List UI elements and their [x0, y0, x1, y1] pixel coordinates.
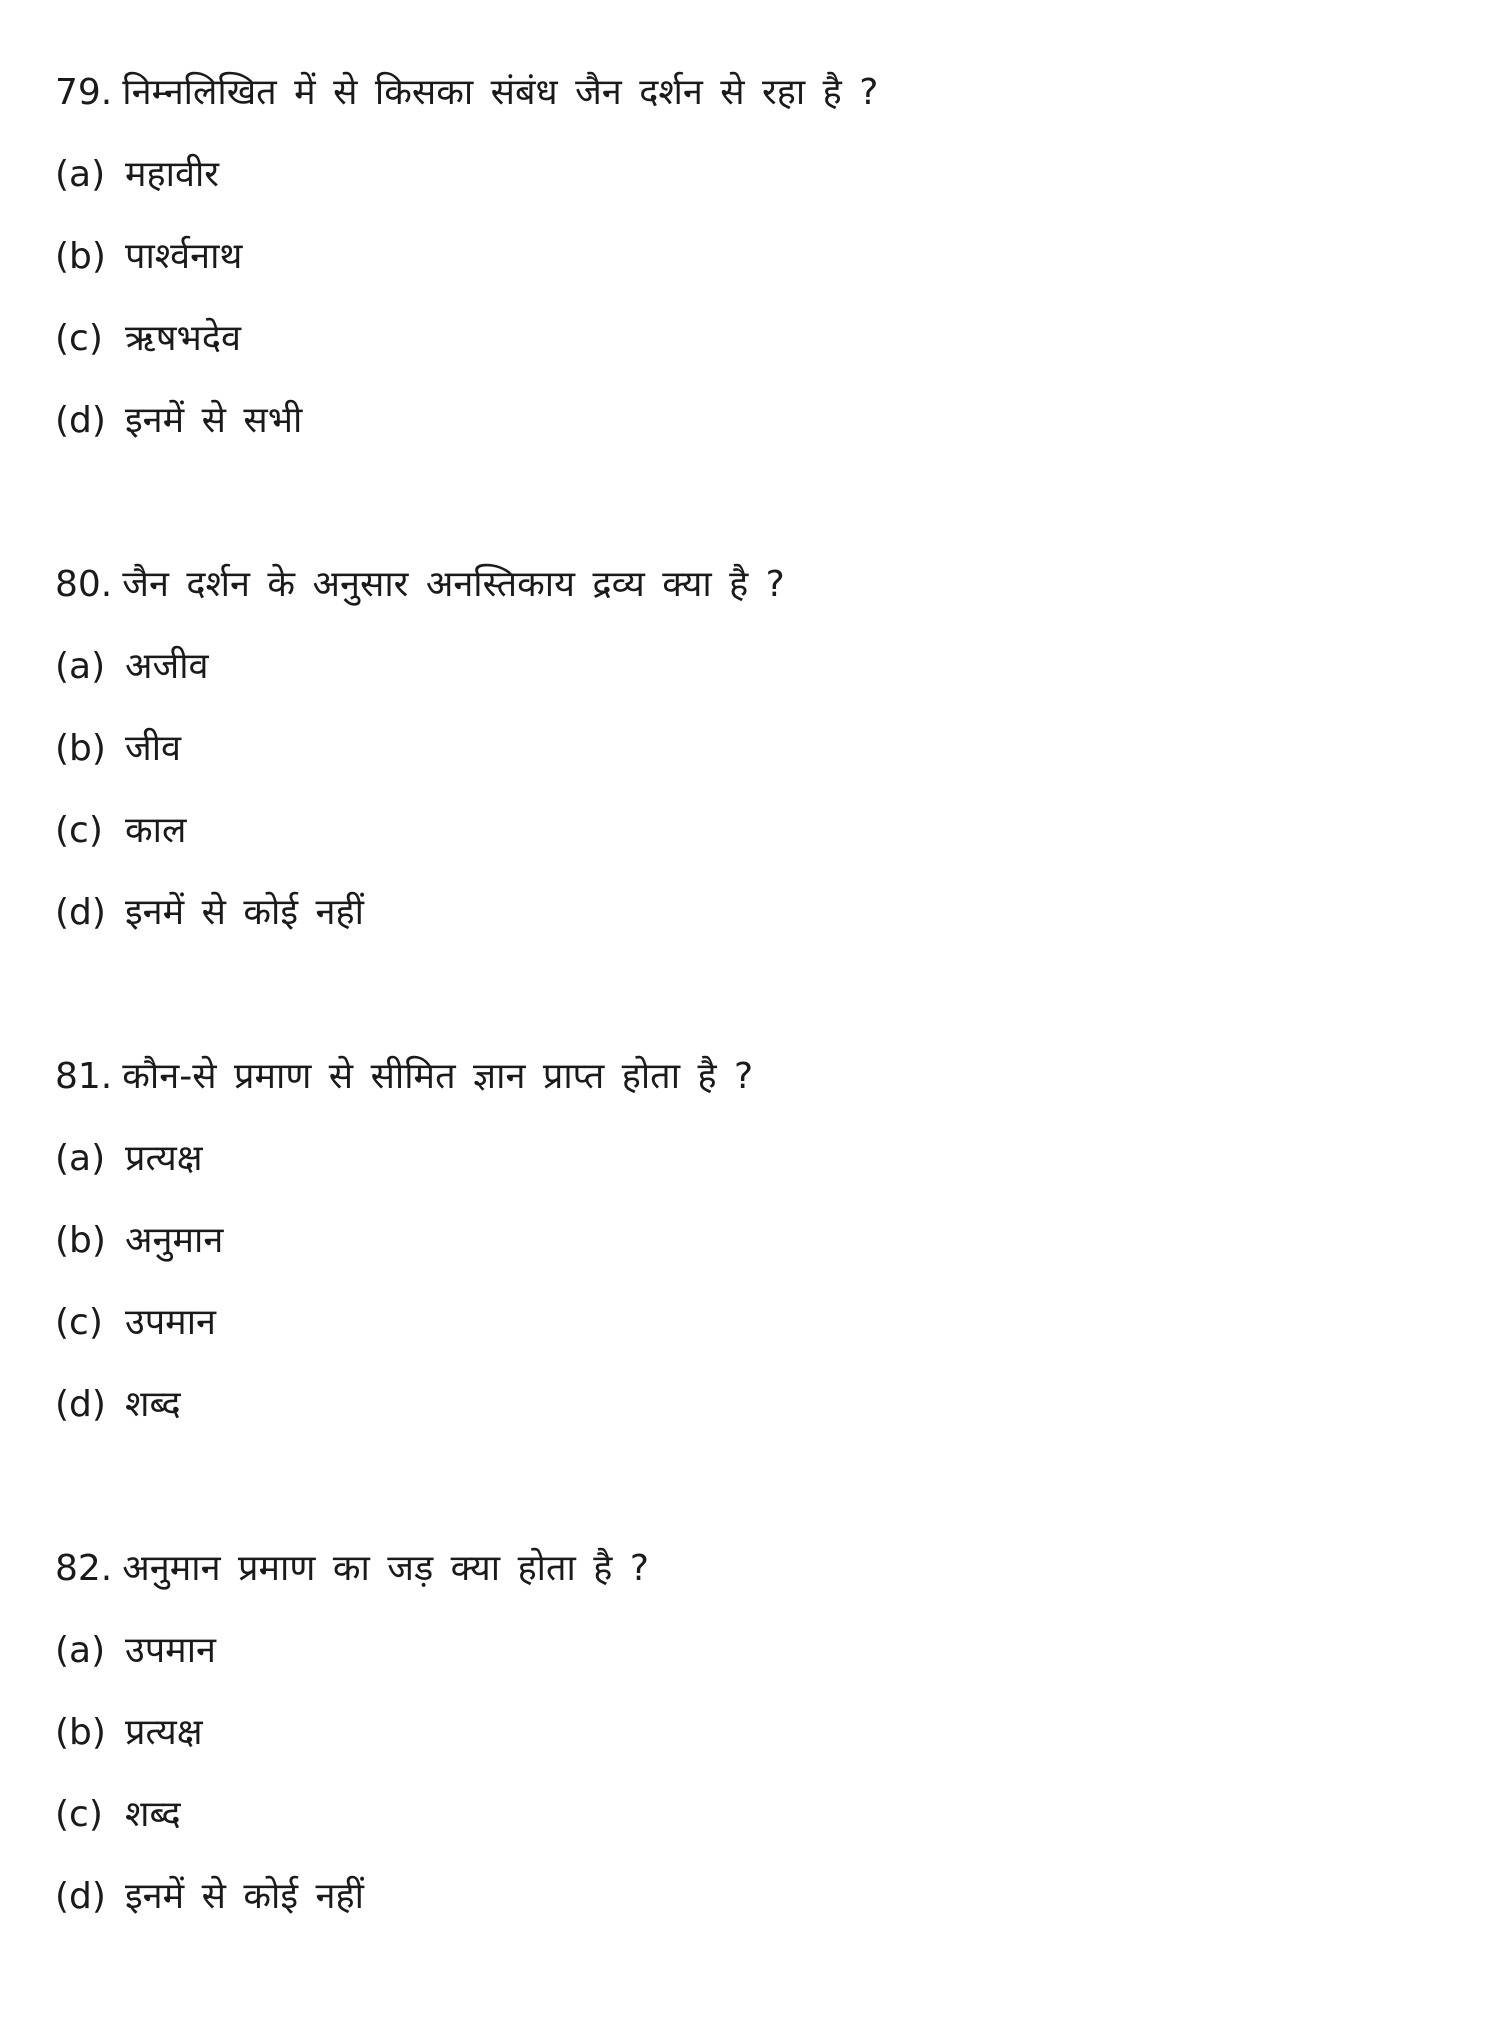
- option-c: [55, 1790, 1455, 1872]
- option-text: महावीर: [125, 154, 220, 195]
- option-text: पार्श्वनाथ: [125, 236, 243, 277]
- option-text: प्रत्यक्ष: [125, 1712, 203, 1753]
- option-a: [55, 642, 1455, 724]
- option-label: (a): [55, 1630, 106, 1671]
- option-label: (b): [55, 1712, 106, 1753]
- option-label: (d): [55, 892, 106, 933]
- option-label: (c): [55, 1302, 103, 1343]
- option-text: काल: [125, 810, 187, 851]
- question-block-82: [55, 1544, 1455, 1954]
- option-label: (d): [55, 1876, 106, 1917]
- option-label: (b): [55, 236, 106, 277]
- question-number: 80.: [55, 564, 113, 605]
- option-label: (c): [55, 318, 103, 359]
- option-label: (b): [55, 728, 106, 769]
- option-d: [55, 1872, 1455, 1954]
- option-text: इनमें से सभी: [125, 400, 303, 441]
- option-text: इनमें से कोई नहीं: [125, 1876, 364, 1917]
- question-text: जैन दर्शन के अनुसार अनस्तिकाय द्रव्य क्या है ?: [122, 564, 785, 605]
- question-81: [55, 1052, 1455, 1134]
- option-label: (b): [55, 1220, 106, 1261]
- question-text: अनुमान प्रमाण का जड़ क्या होता है ?: [122, 1548, 649, 1589]
- question-block-80: [55, 560, 1455, 970]
- option-label: (c): [55, 810, 103, 851]
- option-b: [55, 1216, 1455, 1298]
- option-c: [55, 1298, 1455, 1380]
- option-text: शब्द: [125, 1794, 181, 1835]
- question-block-79: [55, 68, 1455, 478]
- option-text: ऋषभदेव: [125, 318, 241, 359]
- question-80: [55, 560, 1455, 642]
- option-b: [55, 232, 1455, 314]
- question-text: कौन-से प्रमाण से सीमित ज्ञान प्राप्त होता है ?: [122, 1056, 754, 1097]
- question-number: 82.: [55, 1548, 113, 1589]
- option-b: [55, 1708, 1455, 1790]
- option-label: (a): [55, 646, 106, 687]
- option-text: प्रत्यक्ष: [125, 1138, 203, 1179]
- option-a: [55, 1134, 1455, 1216]
- option-b: [55, 724, 1455, 806]
- option-text: शब्द: [125, 1384, 181, 1425]
- option-label: (a): [55, 1138, 106, 1179]
- option-d: [55, 396, 1455, 478]
- option-d: [55, 888, 1455, 970]
- option-label: (c): [55, 1794, 103, 1835]
- question-number: 79.: [55, 72, 113, 113]
- question-number: 81.: [55, 1056, 113, 1097]
- question-82: [55, 1544, 1455, 1626]
- option-d: [55, 1380, 1455, 1462]
- option-label: (d): [55, 400, 106, 441]
- option-label: (a): [55, 154, 106, 195]
- option-text: अजीव: [125, 646, 209, 687]
- option-c: [55, 314, 1455, 396]
- option-a: [55, 150, 1455, 232]
- question-79: [55, 68, 1455, 150]
- option-text: अनुमान: [125, 1220, 224, 1261]
- option-text: इनमें से कोई नहीं: [125, 892, 364, 933]
- option-c: [55, 806, 1455, 888]
- question-block-81: [55, 1052, 1455, 1462]
- question-text: निम्नलिखित में से किसका संबंध जैन दर्शन से रहा है ?: [122, 72, 879, 113]
- option-label: (d): [55, 1384, 106, 1425]
- option-text: उपमान: [125, 1302, 217, 1343]
- option-a: [55, 1626, 1455, 1708]
- option-text: जीव: [125, 728, 182, 769]
- option-text: उपमान: [125, 1630, 217, 1671]
